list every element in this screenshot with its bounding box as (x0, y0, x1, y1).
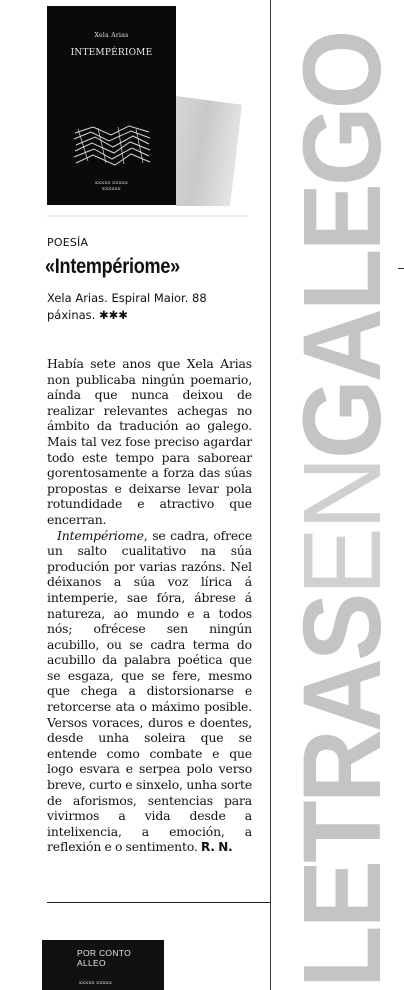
section-wordmark (281, 32, 404, 988)
divider (47, 215, 248, 217)
review-body (47, 356, 252, 856)
review-title: «Intempériome» (45, 255, 180, 278)
paragraph-2-text: , se cadra, ofrece un salto cualitativo na súa produción por varias razóns. Nel déixanos a súa voz lírica á intemperie, sae fóra, ábrese á natureza, ao mundo e a todos nós; ofrécese sen ningún acubillo, ou se cadra terma do acubillo da palabra poética que se esgaza, que se fere, mesmo que chega a distorsionarse e retorcerse ata o máximo posible. Versos voraces, duros e doentes, desde unha soleira que se entende como combate e que logo esvara e serpea polo verso breve, curto e sinxelo, unha sorte de aforismos, sentencias para vivirmos a vida desde a intelixencia, a emoción, a reflexión e o sentimento. (47, 527, 252, 855)
cover-shadow (176, 96, 242, 206)
section-label: POESÍA (47, 236, 89, 249)
work-title-italic: Intempériome (57, 527, 144, 543)
review-paragraph-2 (47, 528, 252, 856)
second-book-cover (42, 940, 164, 990)
wordmark-letras: LETRAS (281, 595, 404, 988)
cover-title: INTEMPÉRIOME (70, 48, 153, 58)
book-cover (47, 6, 176, 205)
second-cover-title: POR CONTO ALLEO (77, 948, 132, 968)
wordmark-en: EN (281, 459, 404, 596)
book-meta: Xela Arias. Espiral Maior. 88 páxinas. ✱✱✱ (47, 291, 207, 322)
cover-scribble-artwork (73, 123, 151, 167)
bottom-divider (47, 902, 271, 903)
column-divider (270, 0, 271, 990)
cover-publisher: XXXXX XXXXX XXXXXX (94, 180, 129, 191)
cover-author: Xela Arias (94, 32, 129, 39)
author-initials: R. N. (201, 840, 233, 855)
second-cover-author: XXXXX XXXXX (79, 980, 113, 985)
review-paragraph-1: Había sete anos que Xela Arias non publicaba ningún poemario, aínda que nunca deixou de realizar relevantes achegas no ámbito da tradución ao galego. Mais tal vez fose preciso agardar todo este tempo para saborear gorentosamente a forza das súas propostas e deixarse levar pola rotundidade e atractivo que encerran. (47, 356, 252, 527)
wordmark-galego: GALEGO (281, 32, 404, 460)
